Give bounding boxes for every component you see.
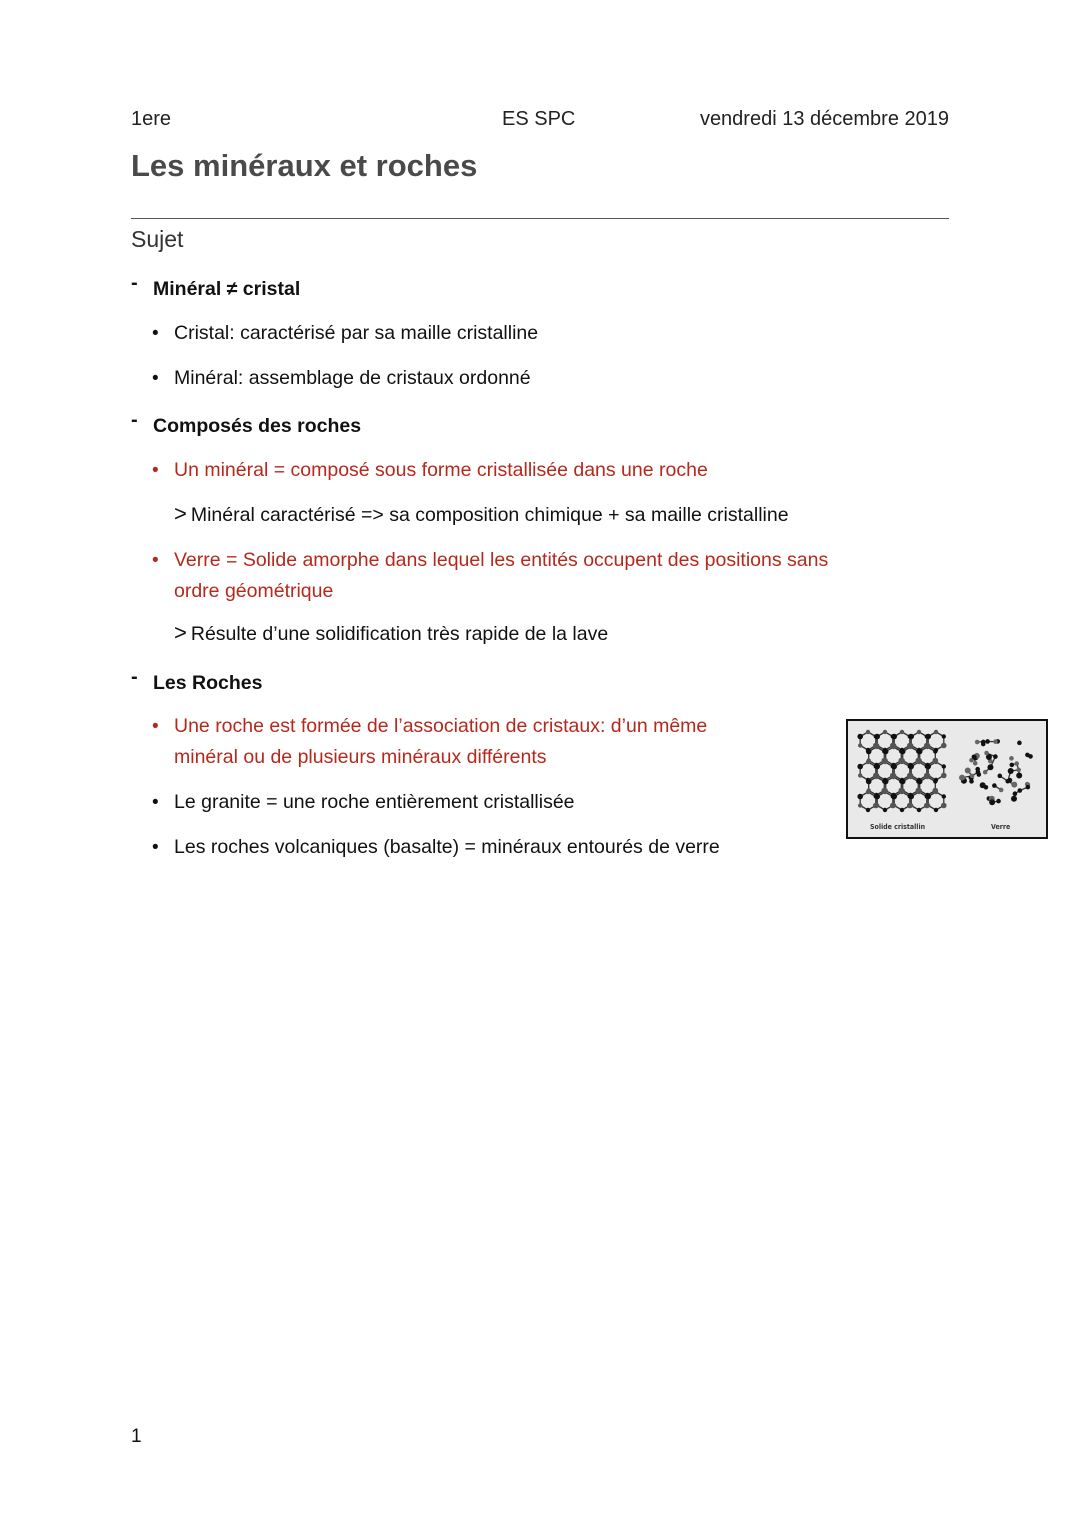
bullet-marker: • [152, 716, 159, 737]
arrow-gt-icon: > [174, 501, 187, 526]
heading-mineral-cristal: Minéral ≠ cristal [153, 278, 301, 300]
atom-dot [941, 743, 947, 749]
atom-dot [1009, 756, 1014, 761]
atom-dot [965, 768, 971, 774]
atom-dot [925, 775, 929, 779]
atom-dot [866, 749, 872, 755]
atom-dot [883, 749, 889, 755]
atom-dot [858, 743, 862, 747]
class-level: 1ere [131, 108, 172, 130]
heading-composes: Composés des roches [153, 415, 362, 437]
atom-dot [987, 764, 993, 770]
page-title: Les minéraux et roches [131, 148, 478, 183]
atom-dot [926, 803, 930, 807]
atom-dot [857, 734, 863, 740]
list-item-definition: Verre = Solide amorphe dans lequel les entités occupent des positions sans [174, 549, 829, 571]
atom-dot [1011, 782, 1017, 788]
list-item-definition-cont: ordre géométrique [174, 580, 334, 602]
atom-dot [934, 760, 938, 764]
atom-dot [941, 773, 947, 779]
heading-roches: Les Roches [153, 672, 263, 694]
atom-dot [942, 794, 946, 798]
atom-dot [866, 808, 870, 812]
atom-dot [934, 730, 938, 734]
sub-item-text: Résulte d’une solidification très rapide de la lave [190, 623, 609, 645]
atom-dot [972, 754, 977, 759]
atom-dot [883, 779, 889, 785]
atom-dot [875, 803, 879, 807]
figure-caption-glass: Verre [991, 823, 1011, 831]
sub-item [174, 501, 789, 527]
title-divider [131, 218, 949, 219]
atom-dot [874, 794, 880, 800]
atom-dot [883, 760, 887, 764]
atom-dot [1010, 763, 1015, 768]
atom-dot [934, 808, 938, 812]
atom-dot [1016, 772, 1022, 778]
atom-dot [983, 770, 988, 775]
sub-item-text: Minéral caractérisé => sa composition chimique + sa maille cristalline [190, 504, 789, 526]
dash-marker: - [131, 272, 138, 294]
list-item-definition: Un minéral = composé sous forme cristallisée dans une roche [174, 459, 708, 481]
atom-dot [891, 775, 895, 779]
atom-dot [997, 774, 1002, 779]
atom-dot [925, 734, 931, 740]
bullet-marker: • [152, 368, 159, 389]
list-item: Le granite = une roche entièrement cristallisée [174, 791, 575, 813]
atom-dot [934, 790, 938, 794]
atom-dot [917, 760, 921, 764]
dash-marker: - [131, 666, 138, 688]
atom-dot [1008, 768, 1014, 774]
atom-dot [874, 775, 878, 779]
atom-dot [985, 739, 990, 744]
atom-dot [883, 730, 887, 734]
atom-dot [866, 730, 870, 734]
atom-dot [866, 760, 870, 764]
list-item-definition-cont: minéral ou de plusieurs minéraux différents [174, 746, 547, 768]
atom-dot [892, 803, 896, 807]
atom-dot [925, 794, 931, 800]
atom-dot [1014, 761, 1019, 766]
atom-dot [900, 760, 904, 764]
crystalline-lattice-drawing [857, 730, 946, 812]
page-header [131, 108, 949, 136]
sub-item [174, 620, 608, 646]
atom-dot [857, 764, 863, 770]
amorphous-glass-drawing [959, 739, 1033, 805]
atom-dot [942, 764, 946, 768]
atom-dot [996, 799, 1001, 804]
atom-dot [970, 774, 975, 779]
atom-dot [1016, 768, 1021, 773]
atom-dot [908, 794, 914, 800]
atom-dot [925, 745, 929, 749]
atom-dot [993, 754, 998, 759]
atom-dot [874, 745, 878, 749]
list-item-definition: Une roche est formée de l’association de cristaux: d’un même [174, 715, 708, 737]
atom-dot [900, 779, 906, 785]
atom-dot [891, 794, 897, 800]
atom-dot [925, 764, 931, 770]
atom-dot [891, 734, 897, 740]
atom-dot [917, 779, 923, 785]
atom-dot [993, 739, 998, 744]
atom-dot [1011, 796, 1017, 802]
atom-dot [942, 734, 946, 738]
atom-dot [933, 749, 937, 753]
atom-dot [976, 770, 981, 775]
dash-marker: - [131, 409, 138, 431]
atom-dot [917, 749, 923, 755]
atom-dot [1025, 753, 1030, 758]
atom-dot [973, 761, 978, 766]
atom-dot [917, 808, 921, 812]
atom-dot [1026, 785, 1031, 790]
atom-dot [891, 745, 895, 749]
atom-dot [883, 790, 887, 794]
atom-dot [1013, 791, 1018, 796]
atom-dot [933, 779, 937, 783]
atom-dot [1017, 741, 1022, 746]
atom-dot [891, 764, 897, 770]
atom-dot [989, 799, 995, 805]
atom-dot [874, 764, 880, 770]
atom-dot [1017, 788, 1022, 793]
bullet-marker: • [152, 460, 159, 481]
atom-dot [1005, 779, 1010, 784]
atom-dot [959, 775, 965, 781]
atom-dot [900, 790, 904, 794]
atom-dot [908, 745, 912, 749]
atom-dot [866, 790, 870, 794]
list-item: Minéral: assemblage de cristaux ordonné [174, 367, 531, 389]
list-item: Cristal: caractérisé par sa maille cristalline [174, 322, 539, 344]
atom-dot [984, 785, 989, 790]
atom-dot [900, 808, 904, 812]
date-label: vendredi 13 décembre 2019 [699, 108, 949, 130]
figure-caption-crystal: Solide cristallin [870, 823, 926, 831]
subject-label: ES SPC [502, 108, 576, 130]
atom-dot [857, 794, 863, 800]
arrow-gt-icon: > [174, 620, 187, 645]
list-item: Les roches volcaniques (basalte) = minéraux entourés de verre [174, 836, 720, 858]
atom-dot [908, 764, 914, 770]
atom-dot [858, 803, 862, 807]
atom-dot [883, 808, 887, 812]
atom-dot [984, 751, 989, 756]
atom-dot [908, 775, 912, 779]
atom-dot [909, 803, 913, 807]
atom-dot [917, 730, 921, 734]
atom-dot [866, 779, 872, 785]
atom-dot [900, 730, 904, 734]
bullet-marker: • [152, 837, 159, 858]
atom-dot [858, 773, 862, 777]
atom-dot [975, 740, 980, 745]
atom-dot [992, 783, 997, 788]
atom-dot [999, 788, 1004, 793]
crystal-vs-glass-figure [846, 719, 1048, 839]
atom-dot [981, 740, 986, 745]
atom-dot [917, 790, 921, 794]
bullet-marker: • [152, 550, 159, 571]
section-heading: Sujet [131, 226, 184, 252]
page-number: 1 [131, 1426, 142, 1447]
bullet-marker: • [152, 792, 159, 813]
bullet-marker: • [152, 323, 159, 344]
molecular-structure-illustration [848, 721, 1045, 836]
atom-dot [908, 734, 914, 740]
atom-dot [941, 803, 947, 809]
atom-dot [900, 749, 906, 755]
atom-dot [874, 734, 880, 740]
